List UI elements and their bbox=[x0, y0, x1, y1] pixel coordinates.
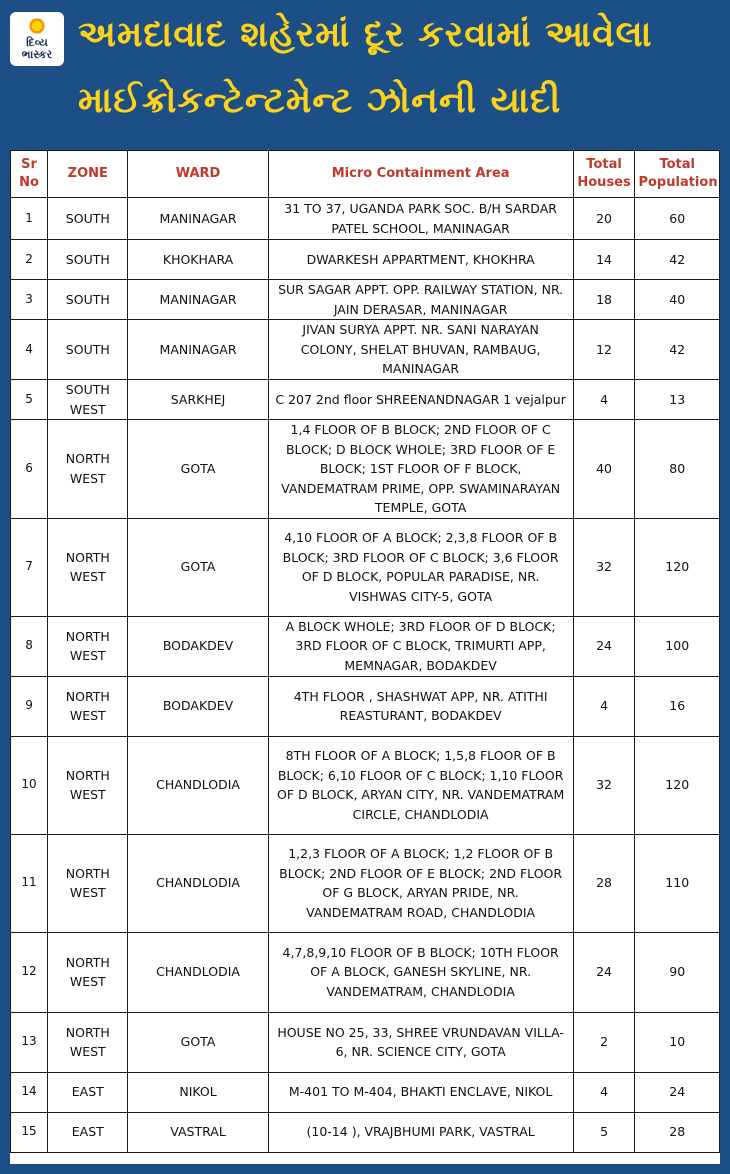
cell-sr-no: 10 bbox=[11, 736, 48, 834]
cell-containment-area: JIVAN SURYA APPT. NR. SANI NARAYAN COLONY, SHELAT BHUVAN, RAMBAUG, MANINAGAR bbox=[268, 320, 573, 380]
cell-zone: NORTH WEST bbox=[48, 420, 128, 519]
cell-containment-area: 4,7,8,9,10 FLOOR OF B BLOCK; 10TH FLOOR OF A BLOCK, GANESH SKYLINE, NR. VANDEMATRAM, CHANDLODIA bbox=[268, 932, 573, 1012]
cell-sr-no: 2 bbox=[11, 240, 48, 280]
cell-total-population: 24 bbox=[635, 1072, 720, 1112]
cell-containment-area: SUR SAGAR APPT. OPP. RAILWAY STATION, NR. JAIN DERASAR, MANINAGAR bbox=[268, 280, 573, 320]
cell-total-houses: 40 bbox=[573, 420, 635, 519]
cell-sr-no: 3 bbox=[11, 280, 48, 320]
cell-total-population: 90 bbox=[635, 932, 720, 1012]
header-ward: WARD bbox=[128, 151, 268, 198]
cell-total-population: 120 bbox=[635, 736, 720, 834]
table-row bbox=[11, 834, 720, 932]
header bbox=[0, 0, 730, 145]
cell-total-population: 13 bbox=[635, 380, 720, 420]
cell-total-population: 42 bbox=[635, 320, 720, 380]
table-row bbox=[11, 420, 720, 519]
cell-sr-no: 1 bbox=[11, 198, 48, 240]
cell-total-houses: 14 bbox=[573, 240, 635, 280]
cell-containment-area: C 207 2nd floor SHREENANDNAGAR 1 vejalpur bbox=[268, 380, 573, 420]
cell-total-population: 120 bbox=[635, 518, 720, 616]
cell-ward: KHOKHARA bbox=[128, 240, 268, 280]
cell-sr-no: 13 bbox=[11, 1012, 48, 1072]
cell-sr-no: 14 bbox=[11, 1072, 48, 1112]
cell-total-houses: 4 bbox=[573, 380, 635, 420]
table-row bbox=[11, 380, 720, 420]
cell-total-houses: 24 bbox=[573, 932, 635, 1012]
cell-zone: NORTH WEST bbox=[48, 834, 128, 932]
cell-sr-no: 12 bbox=[11, 932, 48, 1012]
cell-containment-area: DWARKESH APPARTMENT, KHOKHRA bbox=[268, 240, 573, 280]
cell-total-population: 28 bbox=[635, 1112, 720, 1152]
header-sr-no: Sr No bbox=[11, 151, 48, 198]
containment-zone-table-wrap bbox=[10, 150, 720, 1164]
cell-ward: MANINAGAR bbox=[128, 320, 268, 380]
cell-containment-area: 4,10 FLOOR OF A BLOCK; 2,3,8 FLOOR OF B BLOCK; 3RD FLOOR OF C BLOCK; 3,6 FLOOR OF D BLOCK, POPULAR PARADISE, NR. VISHWAS CITY-5, GOTA bbox=[268, 518, 573, 616]
cell-ward: CHANDLODIA bbox=[128, 834, 268, 932]
cell-total-houses: 24 bbox=[573, 616, 635, 676]
header-zone: ZONE bbox=[48, 151, 128, 198]
table-row bbox=[11, 676, 720, 736]
page-title-line1: અમદાવાદ શહેરમાં દૂર કરવામાં આવેલા bbox=[78, 14, 653, 55]
cell-containment-area: HOUSE NO 25, 33, SHREE VRUNDAVAN VILLA-6, NR. SCIENCE CITY, GOTA bbox=[268, 1012, 573, 1072]
cell-sr-no: 7 bbox=[11, 518, 48, 616]
cell-zone: NORTH WEST bbox=[48, 518, 128, 616]
cell-zone: NORTH WEST bbox=[48, 676, 128, 736]
cell-total-houses: 18 bbox=[573, 280, 635, 320]
cell-ward: BODAKDEV bbox=[128, 616, 268, 676]
table-row bbox=[11, 518, 720, 616]
divya-bhaskar-logo bbox=[10, 12, 64, 66]
cell-containment-area: M-401 TO M-404, BHAKTI ENCLAVE, NIKOL bbox=[268, 1072, 573, 1112]
cell-zone: EAST bbox=[48, 1112, 128, 1152]
table-row bbox=[11, 1112, 720, 1152]
table-row bbox=[11, 932, 720, 1012]
table-row bbox=[11, 616, 720, 676]
table-row bbox=[11, 1072, 720, 1112]
cell-ward: CHANDLODIA bbox=[128, 932, 268, 1012]
cell-sr-no: 4 bbox=[11, 320, 48, 380]
table-row bbox=[11, 736, 720, 834]
cell-ward: GOTA bbox=[128, 518, 268, 616]
cell-sr-no: 8 bbox=[11, 616, 48, 676]
cell-ward: CHANDLODIA bbox=[128, 736, 268, 834]
cell-total-houses: 32 bbox=[573, 518, 635, 616]
cell-containment-area: A BLOCK WHOLE; 3RD FLOOR OF D BLOCK; 3RD FLOOR OF C BLOCK, TRIMURTI APP, MEMNAGAR, BODAKDEV bbox=[268, 616, 573, 676]
cell-containment-area: 1,4 FLOOR OF B BLOCK; 2ND FLOOR OF C BLOCK; D BLOCK WHOLE; 3RD FLOOR OF E BLOCK; 1ST FLOOR OF F BLOCK, VANDEMATRAM PRIME, OPP. SWAMINARAYAN TEMPLE, GOTA bbox=[268, 420, 573, 519]
cell-ward: MANINAGAR bbox=[128, 198, 268, 240]
cell-zone: NORTH WEST bbox=[48, 1012, 128, 1072]
cell-zone: SOUTH bbox=[48, 240, 128, 280]
cell-total-population: 10 bbox=[635, 1012, 720, 1072]
header-area: Micro Containment Area bbox=[268, 151, 573, 198]
cell-total-population: 42 bbox=[635, 240, 720, 280]
cell-ward: MANINAGAR bbox=[128, 280, 268, 320]
table-row bbox=[11, 280, 720, 320]
cell-zone: SOUTH bbox=[48, 320, 128, 380]
cell-total-population: 110 bbox=[635, 834, 720, 932]
cell-zone: SOUTH bbox=[48, 280, 128, 320]
sun-icon bbox=[28, 17, 46, 35]
cell-containment-area: (10-14 ), VRAJBHUMI PARK, VASTRAL bbox=[268, 1112, 573, 1152]
header-total-population: Total Population bbox=[635, 151, 720, 198]
cell-sr-no: 9 bbox=[11, 676, 48, 736]
cell-ward: NIKOL bbox=[128, 1072, 268, 1112]
cell-sr-no: 11 bbox=[11, 834, 48, 932]
table-row bbox=[11, 320, 720, 380]
cell-containment-area: 8TH FLOOR OF A BLOCK; 1,5,8 FLOOR OF B BLOCK; 6,10 FLOOR OF C BLOCK; 1,10 FLOOR OF D BLOCK, ARYAN CITY, NR. VANDEMATRAM CIRCLE, CHANDLODIA bbox=[268, 736, 573, 834]
table-row bbox=[11, 1012, 720, 1072]
cell-total-houses: 28 bbox=[573, 834, 635, 932]
cell-zone: NORTH WEST bbox=[48, 932, 128, 1012]
cell-zone: SOUTH bbox=[48, 198, 128, 240]
cell-total-houses: 12 bbox=[573, 320, 635, 380]
cell-total-houses: 5 bbox=[573, 1112, 635, 1152]
cell-containment-area: 31 TO 37, UGANDA PARK SOC. B/H SARDAR PATEL SCHOOL, MANINAGAR bbox=[268, 198, 573, 240]
table-row bbox=[11, 198, 720, 240]
page-title-line2: માઈક્રોકન્ટેન્ટમેન્ટ ઝોનની યાદી bbox=[78, 80, 562, 121]
cell-sr-no: 5 bbox=[11, 380, 48, 420]
cell-zone: EAST bbox=[48, 1072, 128, 1112]
cell-zone: NORTH WEST bbox=[48, 616, 128, 676]
cell-total-population: 16 bbox=[635, 676, 720, 736]
cell-total-population: 80 bbox=[635, 420, 720, 519]
cell-total-houses: 32 bbox=[573, 736, 635, 834]
cell-containment-area: 1,2,3 FLOOR OF A BLOCK; 1,2 FLOOR OF B BLOCK; 2ND FLOOR OF E BLOCK; 2ND FLOOR OF G BLOCK, ARYAN PRIDE, NR. VANDEMATRAM ROAD, CHANDLODIA bbox=[268, 834, 573, 932]
cell-total-houses: 20 bbox=[573, 198, 635, 240]
logo-text-line2: ભાસ્કર bbox=[21, 48, 53, 61]
header-total-houses: Total Houses bbox=[573, 151, 635, 198]
cell-ward: SARKHEJ bbox=[128, 380, 268, 420]
cell-total-houses: 4 bbox=[573, 676, 635, 736]
cell-sr-no: 6 bbox=[11, 420, 48, 519]
cell-ward: VASTRAL bbox=[128, 1112, 268, 1152]
containment-zone-table bbox=[10, 150, 720, 1153]
cell-containment-area: 4TH FLOOR , SHASHWAT APP, NR. ATITHI REASTURANT, BODAKDEV bbox=[268, 676, 573, 736]
cell-ward: GOTA bbox=[128, 420, 268, 519]
cell-total-population: 40 bbox=[635, 280, 720, 320]
cell-ward: GOTA bbox=[128, 1012, 268, 1072]
table-header-row bbox=[11, 151, 720, 198]
cell-sr-no: 15 bbox=[11, 1112, 48, 1152]
cell-ward: BODAKDEV bbox=[128, 676, 268, 736]
cell-total-houses: 2 bbox=[573, 1012, 635, 1072]
logo-text-line1: દિવ્ય bbox=[26, 36, 48, 49]
cell-zone: SOUTH WEST bbox=[48, 380, 128, 420]
table-row bbox=[11, 240, 720, 280]
cell-total-population: 60 bbox=[635, 198, 720, 240]
cell-zone: NORTH WEST bbox=[48, 736, 128, 834]
cell-total-population: 100 bbox=[635, 616, 720, 676]
cell-total-houses: 4 bbox=[573, 1072, 635, 1112]
